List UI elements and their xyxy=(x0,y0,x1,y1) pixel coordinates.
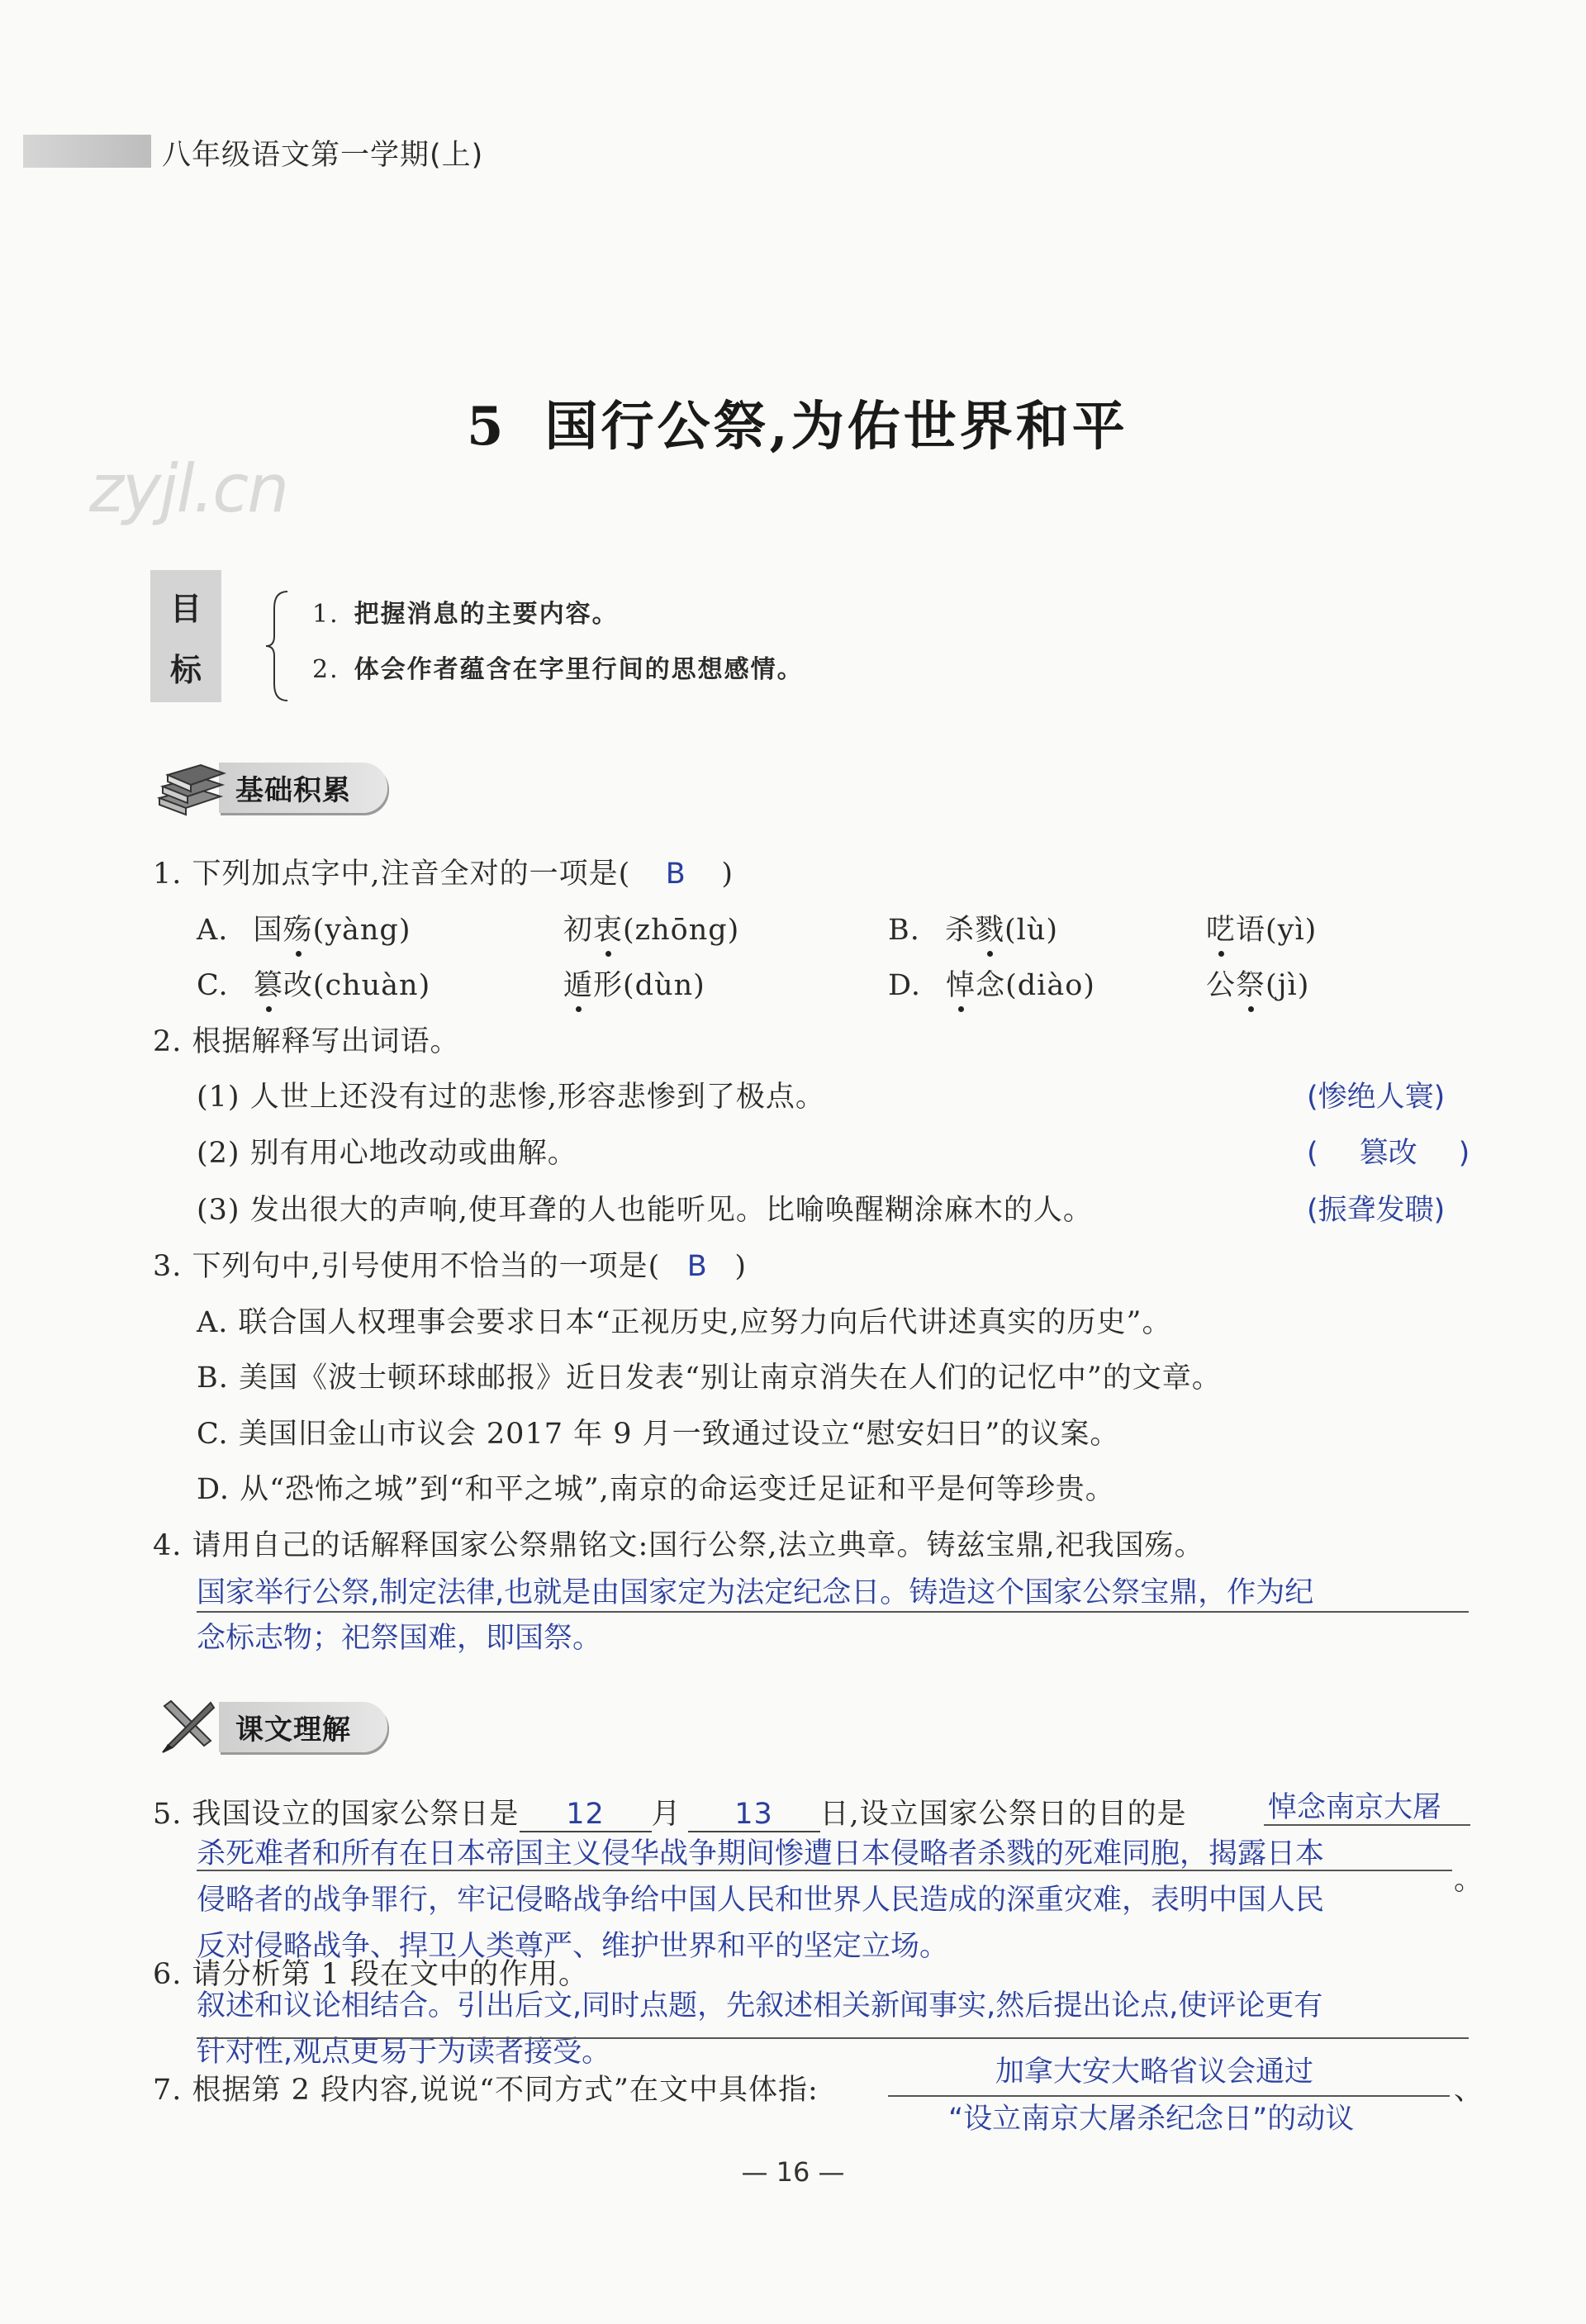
q5-answer-line-3: 侵略者的战争罪行，牢记侵略战争给中国人民和世界人民造成的深重灾难，表明中国人民 xyxy=(197,1884,1325,1917)
option-letter: B. xyxy=(888,914,920,947)
watermark: zyjl.cn xyxy=(89,450,287,527)
dotted-char: 篡 xyxy=(254,962,283,1004)
option-letter: C. xyxy=(197,969,229,1002)
section-header-comprehension xyxy=(153,1698,387,1756)
q5-answer-line-2: 杀死难者和所有在日本帝国主义侵华战争期间惨遭日本侵略者杀戮的死难同胞，揭露日本 xyxy=(197,1837,1325,1870)
q3-option-a: A. 联合国人权理事会要求日本“正视历史,应努力向后代讲述真实的历史”。 xyxy=(197,1306,1172,1339)
option-pinyin: (zhōng) xyxy=(623,914,740,947)
answer-line xyxy=(197,1870,1452,1871)
books-icon xyxy=(153,758,227,816)
goal-item-number: 1. xyxy=(312,600,340,629)
dotted-char: 殇 xyxy=(283,907,313,948)
option-pinyin: 念(diào) xyxy=(976,969,1095,1002)
question-2-stem: 2. 根据解释写出词语。 xyxy=(153,1025,460,1058)
q1-option-b xyxy=(888,907,1058,948)
q1-option-d2 xyxy=(1206,962,1309,1004)
q5-answer-line-4: 反对侵略战争、捍卫人类尊严、维护世界和平的坚定立场。 xyxy=(197,1930,949,1963)
q1-option-c2 xyxy=(563,962,705,1004)
q5-period: 。 xyxy=(1454,1864,1484,1897)
option-pinyin: 语(yì) xyxy=(1236,914,1318,947)
answer-choice: B xyxy=(686,1250,708,1283)
section-header-basics xyxy=(153,758,387,816)
dotted-char: 遁 xyxy=(563,962,593,1004)
option-pinyin: 改(chuàn) xyxy=(283,969,431,1002)
goals-label-char-2: 标 xyxy=(169,651,202,688)
q7-answer-line-2: “设立南京大屠杀纪念日”的动议 xyxy=(948,2103,1355,2136)
paren-open: ( xyxy=(1307,1137,1318,1170)
question-text: 3. 下列句中,引号使用不恰当的一项是( xyxy=(153,1250,661,1283)
q2-answer-3: (振聋发聩) xyxy=(1307,1194,1446,1227)
answer-month: 12 xyxy=(520,1798,652,1832)
question-5-stem xyxy=(153,1791,1187,1832)
q2-item-1: (1) 人世上还没有过的悲惨,形容悲惨到了极点。 xyxy=(197,1081,825,1114)
pencil-ruler-icon xyxy=(153,1698,227,1756)
option-word: 初 xyxy=(563,914,594,947)
dotted-char: 悼 xyxy=(946,962,976,1004)
running-header: 八年级语文第一学期(上) xyxy=(162,139,484,172)
question-text: 1. 下列加点字中,注音全对的一项是( xyxy=(153,858,631,891)
question-7-stem: 7. 根据第 2 段内容,说说“不同方式”在文中具体指: xyxy=(153,2074,819,2107)
answer-line xyxy=(197,2037,1469,2039)
q2-answer-1: (惨绝人寰) xyxy=(1307,1081,1446,1114)
header-bar xyxy=(23,135,151,168)
q3-option-d: D. 从“恐怖之城”到“和平之城”,南京的命运变迁足证和平是何等珍贵。 xyxy=(197,1473,1115,1506)
q6-answer-line-2: 针对性,观点更易于为读者接受。 xyxy=(197,2036,611,2069)
option-pinyin: (jì) xyxy=(1265,969,1310,1002)
question-6-stem: 6. 请分析第 1 段在文中的作用。 xyxy=(153,1958,589,1991)
goals-label-char-1: 目 xyxy=(169,590,202,627)
option-word: 公 xyxy=(1206,969,1237,1002)
section-label: 基础积累 xyxy=(219,763,387,813)
option-word: 杀 xyxy=(945,914,976,947)
question-4-stem: 4. 请用自己的话解释国家公祭鼎铭文:国行公祭,法立典章。铸兹宝鼎,祀我国殇。 xyxy=(153,1529,1204,1562)
option-pinyin: 形(dùn) xyxy=(593,969,705,1002)
q1-option-c xyxy=(197,962,430,1004)
goal-item-2 xyxy=(312,649,804,685)
question-text-close: ) xyxy=(721,858,734,891)
q3-option-c: C. 美国旧金山市议会 2017 年 9 月一致通过设立“慰安妇日”的议案。 xyxy=(197,1418,1120,1451)
option-word: 国 xyxy=(253,914,283,947)
q2-item-2: (2) 别有用心地改动或曲解。 xyxy=(197,1137,577,1170)
goals-label xyxy=(150,570,221,702)
goal-item-1 xyxy=(312,593,619,630)
option-pinyin: (yàng) xyxy=(312,914,411,947)
dotted-char: 衷 xyxy=(593,907,623,948)
answer-line xyxy=(1264,1824,1470,1826)
q5-answer-line-1: 悼念南京大屠 xyxy=(1268,1791,1442,1824)
answer-day: 13 xyxy=(688,1798,820,1832)
section-label: 课文理解 xyxy=(219,1702,387,1752)
q4-answer-line-2: 念标志物；祀祭国难，即国祭。 xyxy=(197,1622,602,1655)
question-3-stem xyxy=(153,1243,747,1285)
question-text-close: ) xyxy=(734,1250,747,1283)
lesson-number: 5 xyxy=(467,396,507,458)
q7-tail: 、 xyxy=(1454,2074,1484,2107)
q1-option-d xyxy=(888,962,1095,1004)
goal-item-text: 体会作者蕴含在字里行间的思想感情。 xyxy=(354,655,804,684)
option-letter: D. xyxy=(888,969,921,1002)
answer-line xyxy=(197,1611,1469,1613)
q2-item-3: (3) 发出很大的声响,使耳聋的人也能听见。比喻唤醒糊涂麻木的人。 xyxy=(197,1194,1093,1227)
q3-option-b: B. 美国《波士顿环球邮报》近日发表“别让南京消失在人们的记忆中”的文章。 xyxy=(197,1362,1222,1395)
month-label: 月 xyxy=(651,1798,681,1831)
paren-close: ) xyxy=(1458,1137,1470,1170)
question-text: 日,设立国家公祭日的目的是 xyxy=(819,1798,1187,1831)
option-letter: A. xyxy=(197,914,229,947)
goal-item-number: 2. xyxy=(312,655,340,684)
answer-choice: B xyxy=(665,858,686,891)
q1-option-a xyxy=(197,907,411,948)
q6-answer-line-1: 叙述和议论相结合。引出后文,同时点题，先叙述相关新闻事实,然后提出论点,使评论更有 xyxy=(197,1989,1323,2022)
dotted-char: 呓 xyxy=(1206,907,1236,948)
answer-text: 篡改 xyxy=(1359,1137,1417,1170)
option-pinyin: (lù) xyxy=(1004,914,1059,947)
question-text: 5. 我国设立的国家公祭日是 xyxy=(153,1798,520,1831)
brace-icon xyxy=(263,588,296,704)
goal-item-text: 把握消息的主要内容。 xyxy=(354,600,619,629)
dotted-char: 祭 xyxy=(1236,962,1265,1004)
dotted-char: 戮 xyxy=(975,907,1004,948)
q4-answer-line-1: 国家举行公祭,制定法律,也就是由国家定为法定纪念日。铸造这个国家公祭宝鼎，作为纪 xyxy=(197,1576,1314,1609)
q1-option-b2 xyxy=(1206,907,1317,948)
lesson-title-text: 国行公祭,为佑世界和平 xyxy=(544,396,1128,458)
question-1-stem xyxy=(153,851,734,892)
q1-option-a2 xyxy=(563,907,739,948)
q7-answer-line-1: 加拿大安大略省议会通过 xyxy=(995,2055,1314,2089)
lesson-title xyxy=(467,384,1128,460)
q2-answer-2 xyxy=(1307,1130,1470,1172)
page-number: — 16 — xyxy=(741,2156,845,2188)
